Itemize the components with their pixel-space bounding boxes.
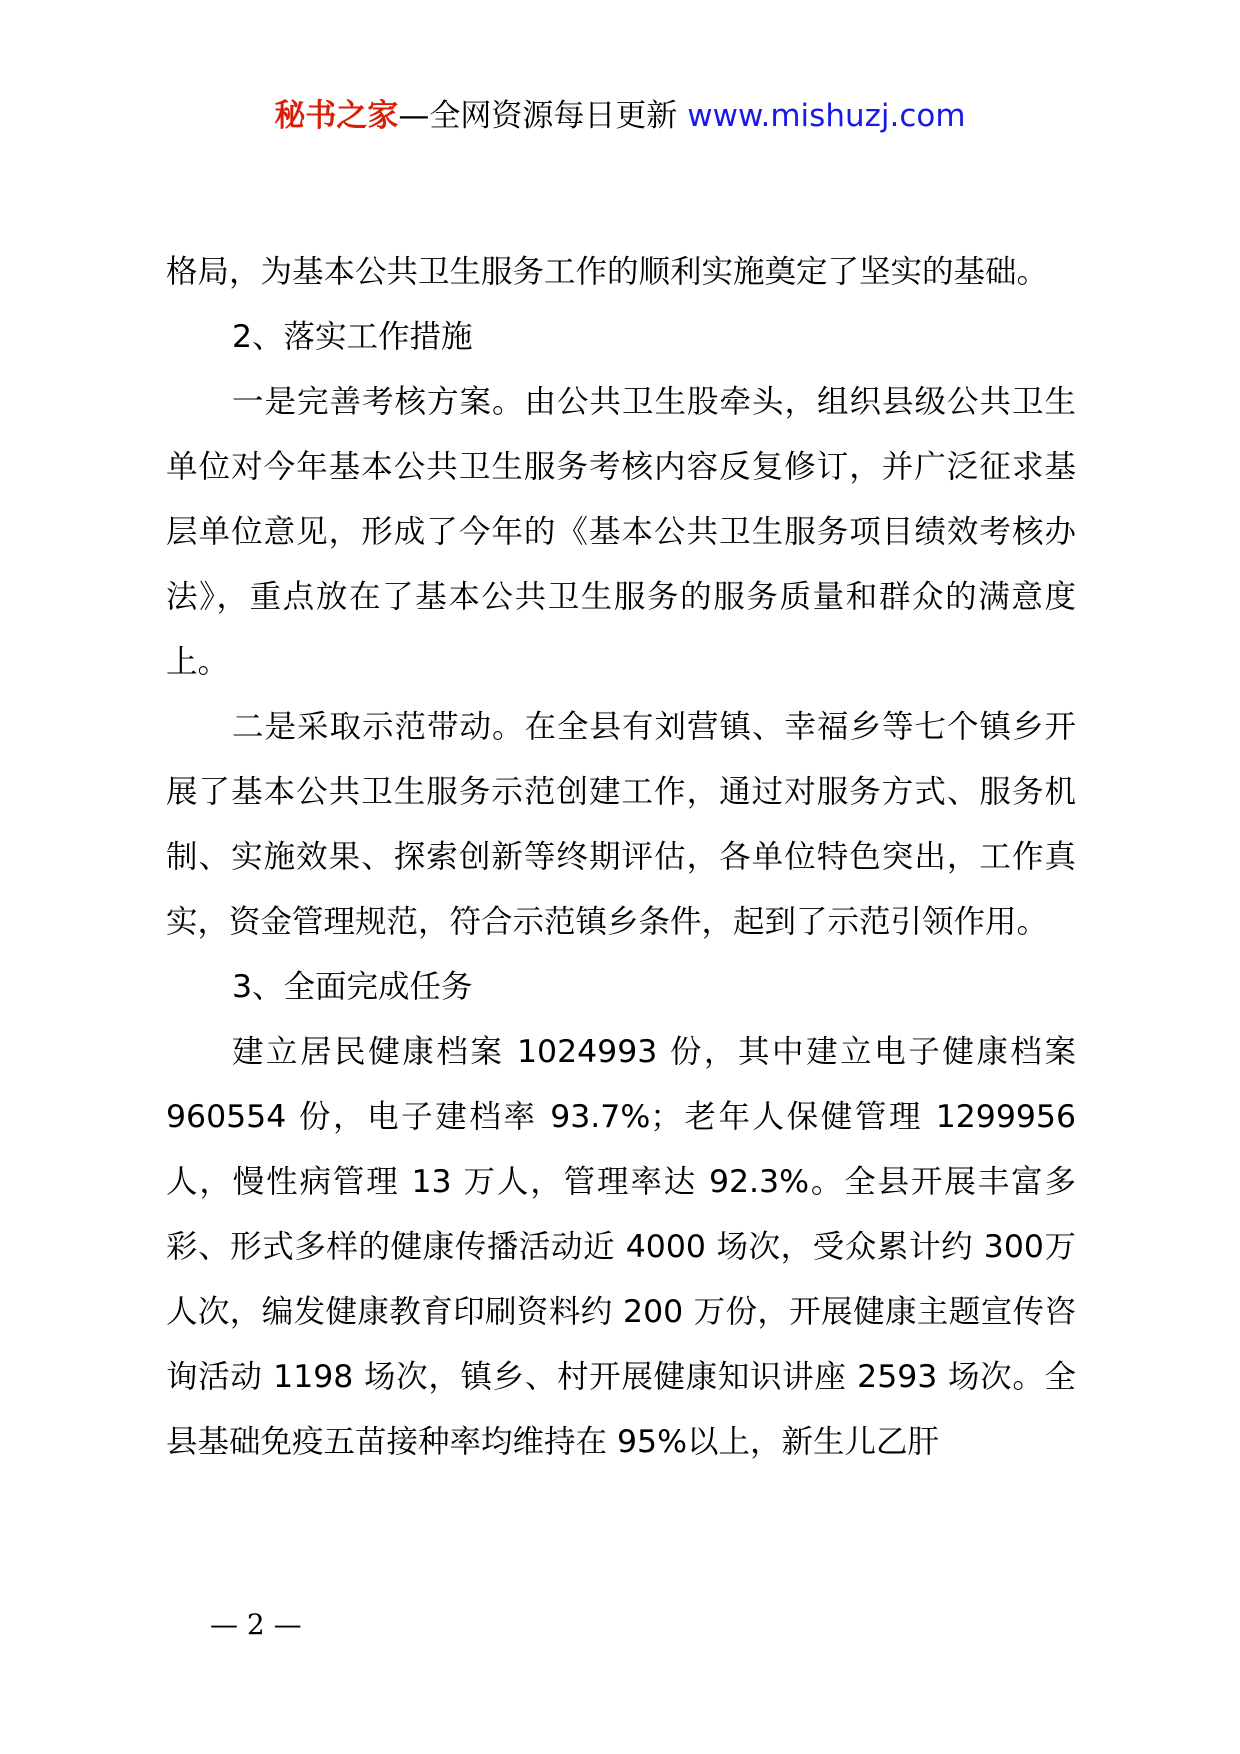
section-heading-2: 2、落实工作措施 bbox=[232, 319, 473, 355]
page-number: — 2 — bbox=[210, 1608, 302, 1641]
site-header bbox=[0, 96, 1240, 136]
paragraph-demonstration: 二是采取示范带动。在全县有刘营镇、幸福乡等七个镇乡开展了基本公共卫生服务示范创建工作，通过对服务方式、服务机制、实施效果、探索创新等终期评估，各单位特色突出，工作真实，资金管理规范，符合示范镇乡条件，起到了示范引领作用。 bbox=[166, 709, 1076, 940]
document-body bbox=[166, 240, 1076, 1475]
paragraph-continuation: 格局，为基本公共卫生服务工作的顺利实施奠定了坚实的基础。 bbox=[166, 254, 1049, 290]
paragraph-task-results: 建立居民健康档案 1024993 份，其中建立电子健康档案960554 份，电子建档率 93.7%；老年人保健管理 1299956人，慢性病管理 13 万人，管理率达 92.3%。全县开展丰富多彩、形式多样的健康传播活动近 4000 场次，受众累计约 300万人次，编发健康教育印刷资料约 200 万份，开展健康主题宣传咨询活动 1198 场次，镇乡、村开展健康知识讲座 2593 场次。全县基础免疫五苗接种率均维持在 95%以上，新生儿乙肝 bbox=[166, 1034, 1076, 1460]
paragraph-assessment-plan: 一是完善考核方案。由公共卫生股牵头，组织县级公共卫生单位对今年基本公共卫生服务考核内容反复修订，并广泛征求基层单位意见，形成了今年的《基本公共卫生服务项目绩效考核办法》，重点放在了基本公共卫生服务的服务质量和群众的满意度上。 bbox=[166, 384, 1076, 680]
header-tagline: —全网资源每日更新 bbox=[398, 98, 678, 134]
section-heading-3: 3、全面完成任务 bbox=[232, 969, 473, 1005]
header-url-link[interactable]: www.mishuzj.com bbox=[687, 98, 966, 134]
header-brand: 秘书之家 bbox=[274, 98, 399, 134]
